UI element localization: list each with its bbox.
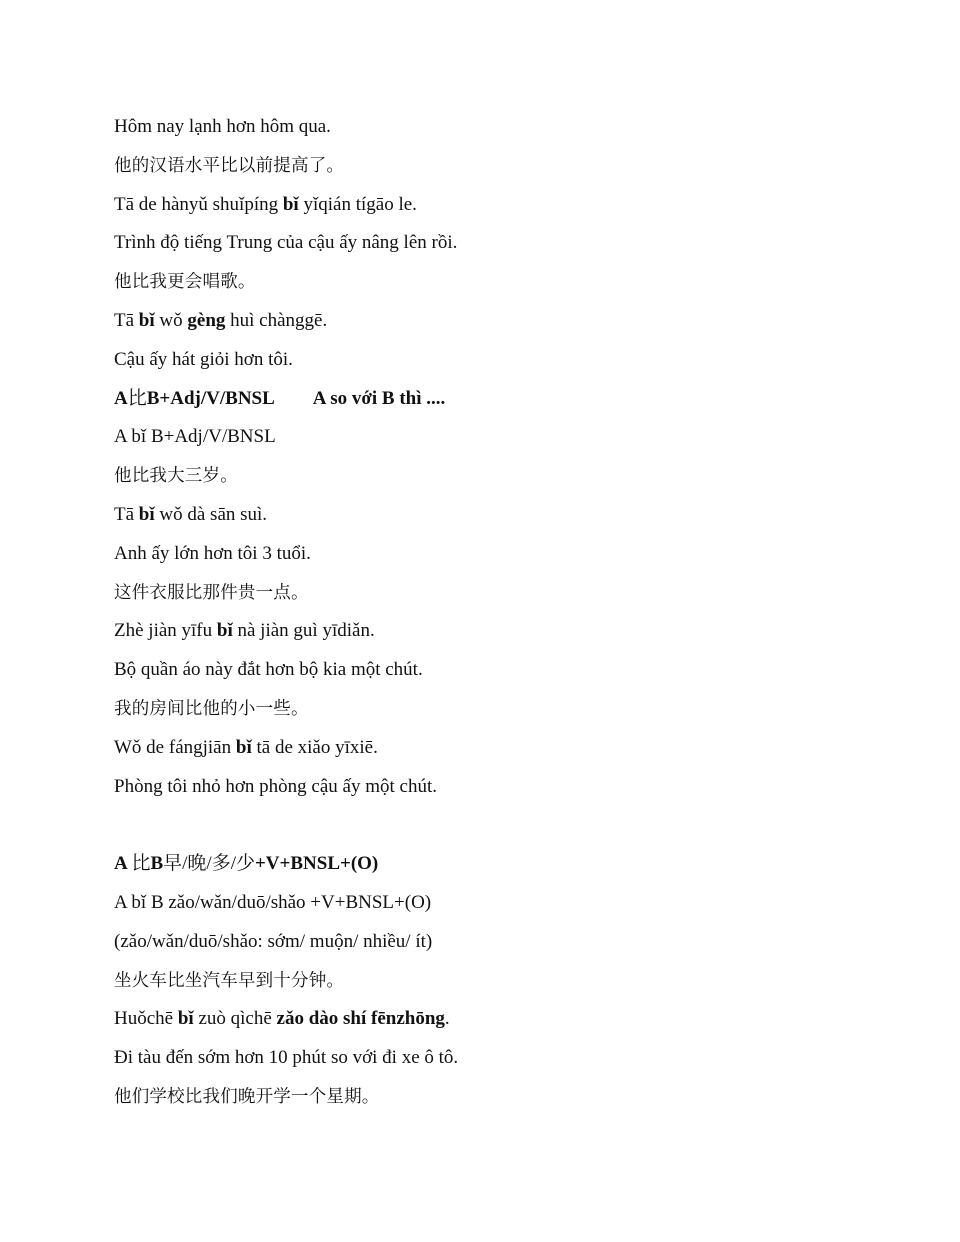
text-segment: 他的汉语水平比以前提高了。 [114,155,345,176]
text-segment: wǒ dà sān suì. [154,503,268,525]
text-segment: . [444,1008,450,1030]
text-segment: Trình độ tiếng Trung của cậu ấy nâng lên rồi. [114,232,458,254]
text-segment: Tā [114,309,139,331]
text-segment: Bộ quần áo này đắt hơn bộ kia một chút. [114,659,423,681]
bold-segment: +V+BNSL+(O) [254,853,379,875]
text-line [114,884,894,923]
bold-segment: bǐ [138,503,155,525]
text-line [114,186,894,225]
text-line [114,418,894,457]
text-segment: nà jiàn guì yīdiǎn. [232,620,375,642]
text-line [114,108,894,147]
text-segment: A bǐ B+Adj/V/BNSL [114,426,276,448]
text-segment: 坐火车比坐汽车早到十分钟。 [114,970,345,991]
bold-segment: bǐ [138,309,155,331]
text-line [114,729,894,768]
text-line [114,651,894,690]
text-line [114,923,894,962]
bold-segment: zǎo dào shí fēnzhōng [276,1008,445,1030]
text-segment: 他们学校比我们晚开学一个星期。 [114,1086,380,1107]
bold-segment: bǐ [282,193,299,215]
text-segment: (zǎo/wǎn/duō/shǎo: sớm/ muộn/ nhiều/ ít) [114,930,433,952]
text-segment: Cậu ấy hát giỏi hơn tôi. [114,348,293,370]
bold-segment: A [114,853,132,875]
text-line [114,302,894,341]
text-segment: Tā [114,503,139,525]
text-segment: yǐqián tígāo le. [298,193,417,215]
text-segment: Wǒ de fángjiān [114,736,236,758]
text-line [114,535,894,574]
chinese-sentence [114,690,894,729]
text-segment: wǒ [154,309,188,331]
bold-segment: B+Adj/V/BNSL [146,387,275,409]
blank-line [114,806,894,845]
text-segment: 他比我大三岁。 [114,466,238,487]
text-segment: 他比我更会唱歌。 [114,272,256,293]
text-segment: Huǒchē [114,1008,178,1030]
chinese-sentence [114,1078,894,1117]
chinese-sentence [114,574,894,613]
text-segment: 我的房间比他的小一些。 [114,698,309,719]
text-segment: huì chànggē. [225,309,328,331]
text-segment: 比 [131,853,151,875]
text-line [114,768,894,807]
text-line [114,224,894,263]
bold-segment: A [114,387,128,409]
bold-segment: bǐ [177,1008,194,1030]
text-segment: 比 [127,387,147,409]
bold-segment: bǐ [235,736,252,758]
bold-segment: B [150,853,164,875]
bold-segment: bǐ [216,620,233,642]
text-segment: 这件衣服比那件贵一点。 [114,582,309,603]
chinese-sentence [114,263,894,302]
grammar-heading [114,845,894,884]
text-line [114,1000,894,1039]
text-segment: zuò qìchē [193,1008,277,1030]
grammar-heading [114,380,894,419]
text-line [114,496,894,535]
bold-segment: gèng [187,309,226,331]
document-body [114,108,894,1117]
text-segment: 早/晚/多/少 [163,853,255,875]
text-segment: Anh ấy lớn hơn tôi 3 tuổi. [114,542,311,564]
chinese-sentence [114,147,894,186]
text-segment: Hôm nay lạnh hơn hôm qua. [114,116,331,137]
text-line [114,341,894,380]
text-line [114,1039,894,1078]
text-segment: Đi tàu đến sớm hơn 10 phút so với đi xe ô tô. [114,1047,459,1069]
chinese-sentence [114,962,894,1001]
text-segment: Zhè jiàn yīfu [114,620,217,642]
bold-segment: A so với B thì .... [312,387,446,409]
text-segment: Phòng tôi nhỏ hơn phòng cậu ấy một chút. [114,775,437,797]
text-segment: Tā de hànyǔ shuǐpíng [114,193,283,215]
text-line [114,612,894,651]
text-segment: A bǐ B zǎo/wǎn/duō/shǎo +V+BNSL+(O) [114,891,432,913]
chinese-sentence [114,457,894,496]
text-segment: tā de xiǎo yīxiē. [251,736,378,758]
